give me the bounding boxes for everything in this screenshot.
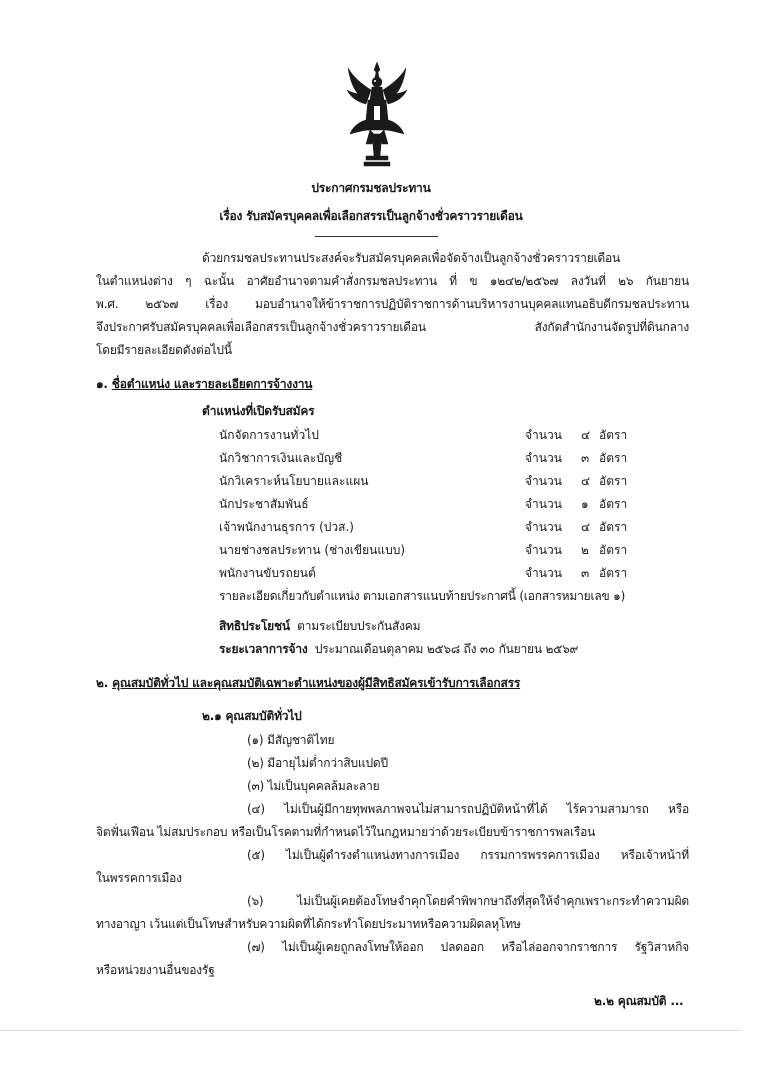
position-count: ๓ [581, 566, 590, 580]
page-frame-right [742, 0, 759, 1071]
benefits-text: ตามระเบียบประกันสังคม [297, 619, 421, 633]
qualification-item: (๒) มีอายุไม่ต่ำกว่าสิบแปดปี [247, 756, 388, 770]
position-row [219, 566, 649, 581]
count-unit: อัตรา [599, 474, 628, 488]
count-label: จำนวน [525, 566, 562, 580]
section-1-heading [96, 377, 312, 392]
count-label: จำนวน [525, 497, 562, 511]
count-label: จำนวน [525, 543, 562, 557]
page-frame-bottom [0, 1031, 759, 1071]
intro-line: จึงประกาศรับสมัครบุคคลเพื่อเลือกสรรเป็นลูกจ้างชั่วคราวรายเดือน สังกัดสำนักงานจัดรูปที่ดินกลาง [96, 320, 689, 334]
qualification-item: (๔) ไม่เป็นผู้มีกายทุพพลภาพจนไม่สามารถปฏิบัติหน้าที่ได้ ไร้ความสามารถ หรือ [247, 802, 689, 816]
position-row [219, 428, 649, 443]
position-row [219, 474, 649, 489]
general-qualifications-heading: ๒.๑ คุณสมบัติทั่วไป [202, 709, 302, 723]
position-name: นักจัดการงานทั่วไป [219, 428, 319, 442]
count-label: จำนวน [525, 428, 562, 442]
position-row [219, 497, 649, 512]
position-name: นักวิชาการเงินและบัญชี [219, 451, 343, 465]
position-name: นายช่างชลประทาน (ช่างเขียนแบบ) [219, 543, 405, 557]
count-unit: อัตรา [599, 451, 628, 465]
section-number: ๑. [96, 377, 108, 391]
employment-period-line [219, 642, 578, 657]
announcement-subject: เรื่อง รับสมัครบุคคลเพื่อเลือกสรรเป็นลูกจ้างชั่วคราวรายเดือน [219, 209, 523, 223]
period-text: ประมาณเดือนตุลาคม ๒๕๖๘ ถึง ๓๐ กันยายน ๒๕๖๙ [314, 642, 579, 656]
qualification-item: (๓) ไม่เป็นบุคคลล้มละลาย [247, 779, 380, 793]
continuation-marker: ๒.๒ คุณสมบัติ ... [594, 994, 684, 1008]
count-unit: อัตรา [599, 543, 628, 557]
qualification-item-continued: ในพรรคการเมือง [96, 871, 182, 885]
position-count: ๑ [581, 497, 589, 511]
qualification-item: (๕) ไม่เป็นผู้ดำรงตำแหน่งทางการเมือง กรรมการพรรคการเมือง หรือเจ้าหน้าที่ [247, 848, 689, 862]
qualification-item-continued: จิตฟั่นเฟือน ไม่สมประกอบ หรือเป็นโรคตามที่กำหนดไว้ในกฎหมายว่าด้วยระเบียบข้าราชการพลเรือน [96, 825, 596, 839]
position-count: ๔ [581, 428, 591, 442]
benefits-line [219, 619, 420, 634]
section-number: ๒. [96, 676, 109, 690]
intro-line: ในตำแหน่งต่าง ๆ ฉะนั้น อาศัยอำนาจตามคำสั่งกรมชลประทาน ที่ ข ๑๒๔๒/๒๕๖๗ ลงวันที่ ๒๖ กันยายน [96, 274, 689, 288]
position-row [219, 543, 649, 558]
position-count: ๒ [581, 543, 589, 557]
position-count: ๓ [581, 451, 590, 465]
section-title: ชื่อตำแหน่ง และรายละเอียดการจ้างงาน [111, 377, 313, 391]
count-unit: อัตรา [599, 497, 628, 511]
position-name: นักประชาสัมพันธ์ [219, 497, 309, 511]
benefits-label: สิทธิประโยชน์ [219, 619, 290, 633]
intro-line: ด้วยกรมชลประทานประสงค์จะรับสมัครบุคคลเพื่อจัดจ้างเป็นลูกจ้างชั่วคราวรายเดือน [202, 251, 621, 265]
count-unit: อัตรา [599, 520, 628, 534]
count-unit: อัตรา [599, 566, 628, 580]
qualification-item: (๖) ไม่เป็นผู้เคยต้องโทษจำคุกโดยคำพิพากษาถึงที่สุดให้จำคุกเพราะกระทำความผิด [247, 894, 689, 908]
garuda-emblem-icon [344, 60, 410, 170]
section-title: คุณสมบัติทั่วไป และคุณสมบัติเฉพาะตำแหน่งของผู้มีสิทธิสมัครเข้ารับการเลือกสรร [112, 676, 521, 690]
title-divider [315, 236, 438, 237]
positions-heading: ตำแหน่งที่เปิดรับสมัคร [202, 404, 315, 418]
position-count: ๔ [581, 474, 591, 488]
intro-line: พ.ศ. ๒๕๖๗ เรื่อง มอบอำนาจให้ข้าราชการปฏิบัติราชการด้านบริหารงานบุคคลแทนอธิบดีกรมชลประทาน [96, 297, 689, 311]
position-count: ๔ [581, 520, 591, 534]
section-2-heading [96, 676, 520, 691]
count-label: จำนวน [525, 520, 562, 534]
position-name: นักวิเคราะห์นโยบายและแผน [219, 474, 369, 488]
announcement-title: ประกาศกรมชลประทาน [311, 181, 431, 195]
qualification-item-continued: หรือหน่วยงานอื่นของรัฐ [96, 963, 215, 977]
qualification-item-continued: ทางอาญา เว้นแต่เป็นโทษสำหรับความผิดที่ได้กระทำโดยประมาทหรือความผิดลหุโทษ [96, 917, 521, 931]
count-label: จำนวน [525, 474, 562, 488]
position-name: เจ้าพนักงานธุรการ (ปวส.) [219, 520, 354, 534]
details-note: รายละเอียดเกี่ยวกับตำแหน่ง ตามเอกสารแนบท้ายประกาศนี้ (เอกสารหมายเลข ๑) [219, 589, 626, 603]
position-name: พนักงานขับรถยนต์ [219, 566, 316, 580]
qualification-item: (๗) ไม่เป็นผู้เคยถูกลงโทษให้ออก ปลดออก หรือไล่ออกจากราชการ รัฐวิสาหกิจ [247, 940, 689, 954]
period-label: ระยะเวลาการจ้าง [219, 642, 308, 656]
qualification-item: (๑) มีสัญชาติไทย [247, 733, 335, 747]
position-row [219, 451, 649, 466]
intro-line: โดยมีรายละเอียดดังต่อไปนี้ [96, 343, 232, 357]
position-row [219, 520, 649, 535]
count-label: จำนวน [525, 451, 562, 465]
count-unit: อัตรา [599, 428, 628, 442]
